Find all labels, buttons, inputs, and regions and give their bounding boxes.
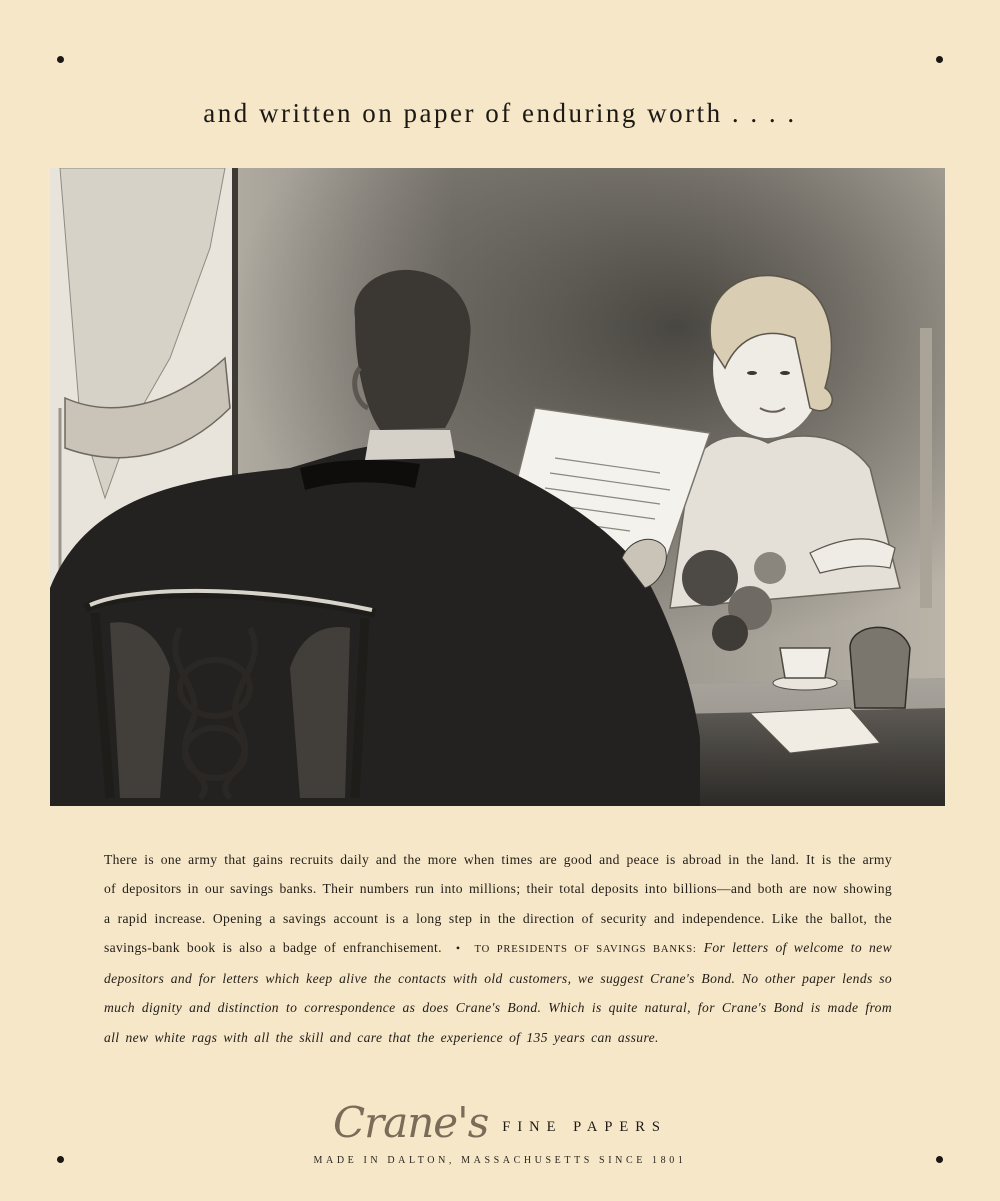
body-italic-text: For letters of welcome to new depositors and for letters which keep alive the contacts with old customers, we suggest Crane's Bond. No other paper lends so much dignity and distinction to correspondence as does Crane's Bond. Which is quite natural, for Crane's Bond is made from all new white rags with all the skill and care that the experience of 135 years can assure. xyxy=(104,939,892,1045)
illustration-couple-at-table xyxy=(50,168,945,806)
corner-dot-top-left xyxy=(57,56,64,63)
headline: and written on paper of enduring worth . . . . xyxy=(203,98,797,128)
bullet-separator: • xyxy=(455,940,461,955)
brand-line xyxy=(0,1098,1000,1147)
body-caps-heading: TO PRESIDENTS OF SAVINGS BANKS: xyxy=(474,943,697,955)
body-paragraph: There is one army that gains recruits daily and the more when times are good and peace is abroad in the land. It is the army of depositors in our savings banks. Their numbers run into millions; their total deposits into billions—and both are now showing a rapid increase. Opening a savings account is a long step in the direction of security and independence. Like the ballot, the savings-bank book is also a badge of enfranchisement. xyxy=(104,852,892,955)
corner-dot-top-right xyxy=(936,56,943,63)
body-copy xyxy=(104,845,892,1052)
footer-line: MADE IN DALTON, MASSACHUSETTS SINCE 1801 xyxy=(313,1155,687,1166)
brand-logo-script: Crane's xyxy=(333,1098,489,1147)
brand-tagline: FINE PAPERS xyxy=(502,1119,667,1135)
